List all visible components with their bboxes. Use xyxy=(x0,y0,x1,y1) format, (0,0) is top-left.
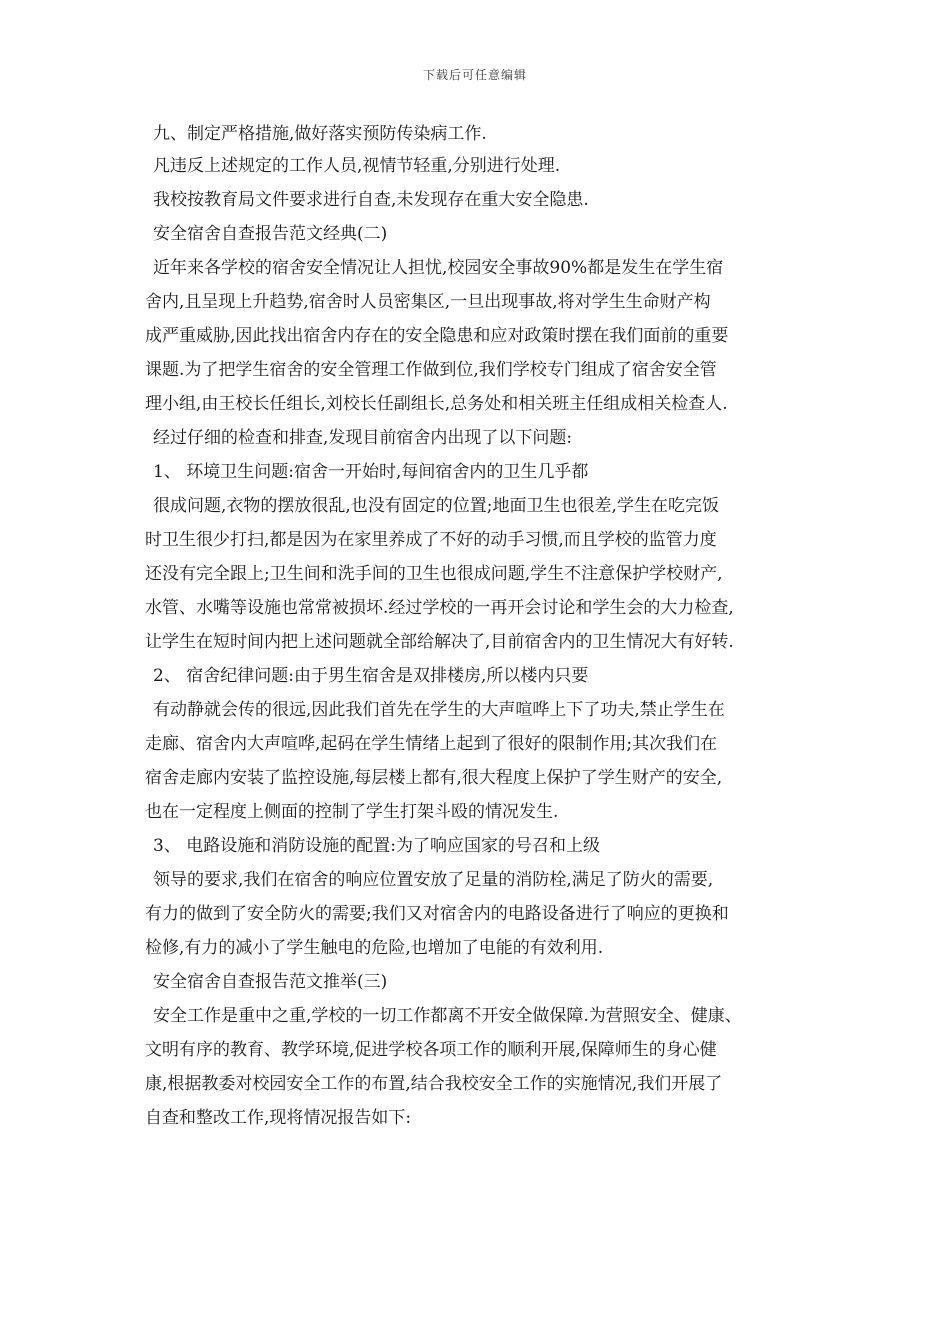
paragraph-line: 舍内,且呈现上升趋势,宿舍时人员密集区,一旦出现事故,将对学生生命财产构 xyxy=(145,292,711,312)
document-body xyxy=(145,120,825,1135)
paragraph-line: 凡违反上述规定的工作人员,视情节轻重,分别进行处理. xyxy=(153,156,561,176)
paragraph-line: 水管、水嘴等设施也常常被损坏.经过学校的一再开会讨论和学生会的大力检查, xyxy=(145,598,734,618)
paragraph-line: 时卫生很少打扫,都是因为在家里养成了不好的动手习惯,而且学校的监管力度 xyxy=(145,530,717,550)
paragraph-line: 很成问题,衣物的摆放很乱,也没有固定的位置;地面卫生也很差,学生在吃完饭 xyxy=(153,496,719,516)
section-heading: 安全宿舍自查报告范文经典(二) xyxy=(153,224,388,244)
paragraph-line: 九、制定严格措施,做好落实预防传染病工作. xyxy=(153,124,487,144)
paragraph-line: 检修,有力的减小了学生触电的危险,也增加了电能的有效利用. xyxy=(145,938,604,958)
paragraph-line: 还没有完全跟上;卫生间和洗手间的卫生也很成问题,学生不注意保护学校财产, xyxy=(145,564,723,584)
paragraph-line: 理小组,由王校长任组长,刘校长任副组长,总务处和相关班主任组成相关检查人. xyxy=(145,394,728,414)
paragraph-line: 文明有序的教育、教学环境,促进学校各项工作的顺利开展,保障师生的身心健 xyxy=(145,1040,717,1060)
paragraph-line: 有力的做到了安全防火的需要;我们又对宿舍内的电路设备进行了响应的更换和 xyxy=(145,904,729,924)
paragraph-line: 近年来各学校的宿舍安全情况让人担忧,校园安全事故90%都是发生在学生宿 xyxy=(153,258,724,278)
paragraph-line: 走廊、宿舍内大声喧哗,起码在学生情绪上起到了很好的限制作用;其次我们在 xyxy=(145,734,718,754)
paragraph-line: 成严重威胁,因此找出宿舍内存在的安全隐患和应对政策时摆在我们面前的重要 xyxy=(145,326,729,346)
paragraph-line: 安全工作是重中之重,学校的一切工作都离不开安全做保障.为营照安全、健康、 xyxy=(153,1006,742,1026)
page-header: 下载后可任意编辑 xyxy=(422,68,527,82)
paragraph-line: 自查和整改工作,现将情况报告如下: xyxy=(145,1108,412,1128)
paragraph-line: 领导的要求,我们在宿舍的响应位置安放了足量的消防栓,满足了防火的需要, xyxy=(153,870,714,890)
paragraph-line: 让学生在短时间内把上述问题就全部给解决了,目前宿舍内的卫生情况大有好转. xyxy=(145,632,734,652)
paragraph-line: 我校按教育局文件要求进行自查,未发现存在重大安全隐患. xyxy=(153,190,589,210)
paragraph-line: 宿舍走廊内安装了监控设施,每层楼上都有,很大程度上保护了学生财产的安全, xyxy=(145,768,723,788)
list-item: 2、 宿舍纪律问题:由于男生宿舍是双排楼房,所以楼内只要 xyxy=(153,666,589,686)
paragraph-line: 课题.为了把学生宿舍的安全管理工作做到位,我们学校专门组成了宿舍安全管 xyxy=(145,360,717,380)
paragraph-line: 经过仔细的检查和排查,发现目前宿舍内出现了以下问题: xyxy=(153,428,573,448)
paragraph-line: 有动静就会传的很远,因此我们首先在学生的大声喧哗上下了功夫,禁止学生在 xyxy=(153,700,725,720)
paragraph-line: 康,根据教委对校园安全工作的布置,结合我校安全工作的实施情况,我们开展了 xyxy=(145,1074,723,1094)
list-item: 1、 环境卫生问题:宿舍一开始时,每间宿舍内的卫生几乎都 xyxy=(153,462,589,482)
list-item: 3、 电路设施和消防设施的配置:为了响应国家的号召和上级 xyxy=(153,836,600,856)
paragraph-line: 也在一定程度上侧面的控制了学生打架斗殴的情况发生. xyxy=(145,802,559,822)
section-heading: 安全宿舍自查报告范文推举(三) xyxy=(153,972,388,992)
